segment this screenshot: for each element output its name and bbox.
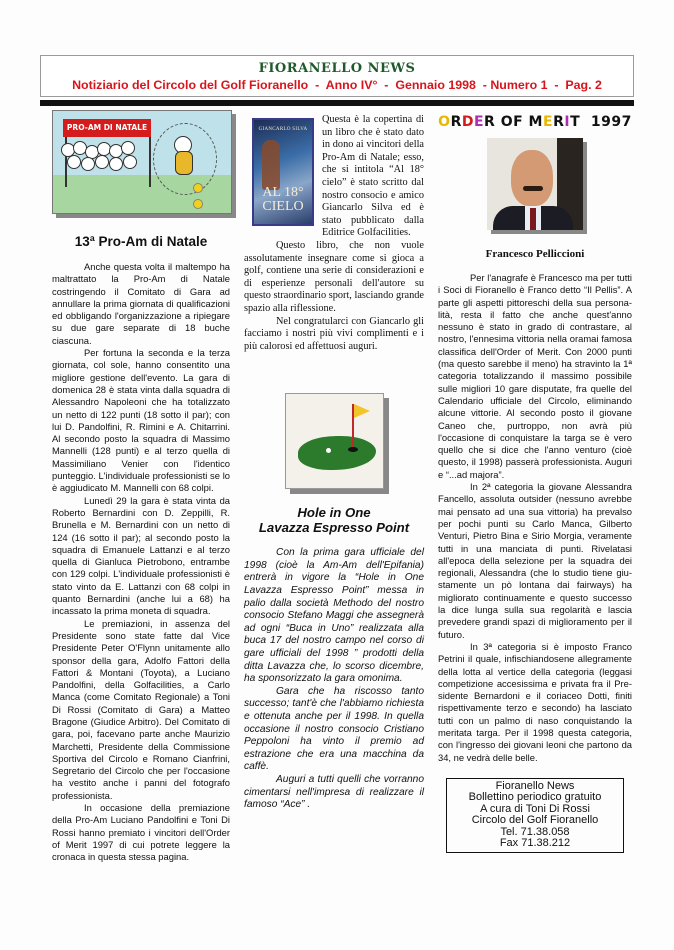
paragraph: In 2ª categoria la giovane Alessandra Fancello, assoluta outsider (nessuno avrebbe mai pensato ad una sua vittoria) ha prevalso per pochi punti su Carlo Manca, Gilberto Venturi, Pietro Bina e Sirio Morgia, veramente tutti in una manciata di punti. Rivelatasi all'epoca della selezione per la squadra dei regionali, Alessandra (che lo studio tiene giustamente un pò lontana dai fairways) ha migliorato continuamente e questo successo la dice lunga sulla sua regolarità e lascia prevedere grandi spazi di miglioramento per il futuro.: [438, 481, 632, 640]
photo-caption: Francesco Pelliccioni: [485, 248, 585, 260]
hole-in-one-heading: Hole in One Lavazza Espresso Point: [258, 505, 410, 536]
paragraph: In 3ª categoria si è imposto Franco Petrini il quale, infischiandosene allegramente della lotta al vertice della categoria (leggasi competizione accesissima e privata fra il Presidente Bernardoni e il coriaceo Dotti, finiti rispettivamente terzo e secondo) ha lasciato tutti con un palmo di naso conquistando la meritata targa. Per il 1998 questa categoria, con l'ingresso dei giovani leoni che partono da 34, ne vedrà delle belle.: [438, 640, 632, 763]
cartoon-golfers-icon: [52, 110, 232, 214]
info-line: Bollettino periodico gratuito: [468, 791, 602, 804]
golf-green-flag-icon: [285, 393, 384, 489]
portrait-photo-icon: [487, 138, 583, 230]
paragraph: Per fortuna la seconda e la terza giornata, col sole, hanno consentito una migliore gestione dell'evento. La gara di domenica 28 è stata vinta dalla squadra di Alessandro Napoleoni che ha totalizzato un netto di 122 punti (18 sotto il par); con lui D. Pandolfini, R. Rimini e A. Chitarrini. Al secondo posto la squadra di Massimo Mannelli (128 punti) e al terzo quella di Massimiliano Venier con l'identico punteggio. L'individuale professionisti se lo è aggiudicato M. Mannelli con 68 colpi.: [52, 347, 230, 494]
book-author: GIANCARLO SILVA: [258, 127, 308, 132]
crowd-figures: [59, 141, 144, 179]
masthead: [40, 55, 634, 97]
publication-info-box: [446, 778, 624, 853]
paragraph: In occasione della premiazione della Pro-Am Luciano Pandolfini e Toni Di Rossi hanno premiato i vincitori dell'Order of Merit 1997 di cui potrete leggere la cronaca in questa stessa pagina.: [52, 802, 230, 863]
header-rule: [40, 100, 634, 106]
paragraph: Gara che ha riscosso tanto successo; tant'è che l'abbiamo richiesta e ottenuta anche per il 1998. In quella occasione il nostro consocio Cristiano Peppoloni ha vinto il premio ad estrazione che era una macchina da caffè.: [244, 685, 424, 773]
paragraph: Lunedì 29 la gara è stata vinta da Roberto Bernardini con D. Zeppilli, R. Brunella e M. Bernardini con un netto di 124 (16 sotto il par); al secondo posto la squadra di Emanuele Lattanzi e al terzo quella di Gianluca Pietrobono, entrambe con 129 colpi. L'individuale professionisti è stato vinto da E. Lattanzi con 68 colpi in quanto Bernardini (anche lui a 68) ha incassato la prima moneta di squadra.: [52, 494, 230, 617]
proam-banner: PRO-AM DI NATALE: [63, 119, 151, 137]
paragraph: Anche questa volta il maltempo ha maltrattato la Pro-Am di Natale costringendo il Comitato di Gara ad annullare la prima giornata di qualificazioni ed obbligando l'organizzazione a ripiegare su due gare separate di 18 buche ciascuna.: [52, 261, 230, 346]
newsletter-title: FIORANELLO NEWS: [258, 61, 416, 76]
proam-body: [52, 261, 230, 864]
article-book-and-hole-in-one: [244, 114, 424, 812]
info-line: Circolo del Golf Fioranello: [471, 814, 599, 827]
article-proam: [52, 110, 230, 864]
book-cover-icon: [252, 118, 314, 226]
hole-in-one-body: [244, 547, 424, 811]
book-title: AL 18° CIELO: [262, 185, 304, 214]
info-fax: Fax 71.38.212: [499, 836, 571, 849]
order-of-merit-body: [438, 272, 632, 764]
paragraph: Con la prima gara ufficiale del 1998 (cioè la Am-Am dell'Epifania) entrerà in vigore la “Hole in One Lavazza Espresso Point” messa in palio dalla società Methodo del nostro consocio Stefano Maggi che assegnerà ad ogni “Buca in Uno” realizzata alla buca 17 del nostro campo nel corso di gare ufficiali del 1998 ” prodotti della ditta Lavazza che, lo scorso dicembre, ha sponsorizzato la gara omonima.: [244, 547, 424, 685]
paragraph: Questa è la copertina di un libro che è stato dato in dono ai vincitori della Pro-Am di Natale; esso, che si intitola “Al 18° cielo” è stato scritto dal nostro consocio e amico Giancarlo Silva ed è stato pubblicato dalla Editrice Golfacilities.: [322, 114, 424, 239]
paragraph: Auguri a tutti quelli che vorranno cimentarsi nell'impresa di realizzare il famoso “Ace” .: [244, 773, 424, 811]
paragraph: Nel congratularci con Giancarlo gli facciamo i nostri più vivi complimenti e i più calorosi ed affettuosi auguri.: [244, 315, 424, 352]
paragraph: Questo libro, che non vuole assolutamente insegnare come si gioca a golf, contiene una serie di considerazioni e di esperienze personali dell'autore su questo straordinario sport, lasciando grande spazio alla riflessione.: [244, 239, 424, 314]
order-of-merit-heading: ORDER OF MERIT 1997: [438, 114, 632, 130]
paragraph: Per l'anagrafe è Francesco ma per tutti i Soci di Fioranello è Franco detto “Il Pellis”. A parte gli aspetti pittoreschi della sua personalità, resta il fatto che anche quest'anno nessuno è stato in grado di contrastare, al nostro, l'ennesima vittoria nella oramai famosa classifica dell'Order of Merit. Con 2000 punti (ma questo sarebbe il meno) ha stravinto la 1ª categoria totalizzando il massimo possibile sulle migliori 10 gare disputate, fra quelle del Calendario ufficiale del Circolo, eliminando alcune vittorie. Al secondo posto il giovane Caneo che, purtroppo, non avrà più l'occasione di conquistare la targa se è vero quello che si dice che l'anno venturo (cioè questo, il 1998) passerà professionista. Auguri e “...ad majora”.: [438, 272, 632, 480]
proam-heading: 13ª Pro-Am di Natale: [74, 234, 208, 249]
info-line: A cura di Toni Di Rossi: [480, 802, 590, 815]
book-article: [244, 114, 424, 353]
info-line: Fioranello News: [495, 779, 575, 792]
article-order-of-merit: [438, 114, 632, 853]
paragraph: Le premiazioni, in assenza del Presidente sono state fatte dal Vice Presidente Peter O'Flynn unitamente allo sponsor della gara, Adolfo Fattori della Fattori & Montani (Toyota), a Luciano Pandolfini, della Golfacilities, a Carlo Manca (come Comitato Regionale) a Toni Di Rossi (Comitato di Gara) a Matteo Bragone (Giudice Arbitro). Del Comitato di gara, poi, facevano parte anche Maurizio Marchetti, Presidente della Commissione Sportiva del Circolo e Romano Cianfrini, Segretario del Circolo che per l'occasione ha vestito anche i panni del fotografo professionista.: [52, 617, 230, 801]
info-phone: Tel. 71.38.058: [500, 825, 570, 838]
newsletter-subtitle: Notiziario del Circolo del Golf Fioranello - Anno IV° - Gennaio 1998 - Numero 1 - Pag. 2: [72, 78, 602, 92]
